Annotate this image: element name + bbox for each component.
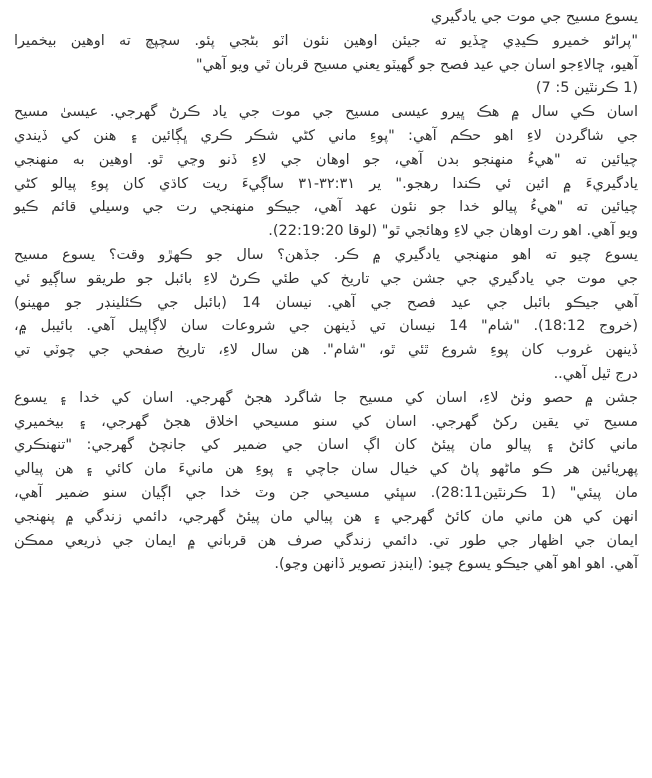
paragraph-line: جشن ۾ حصو وٺڻ لاءِ، اسان کي مسيح جا شاگرد هجڻ گهرجي. اسان کي خدا ۽ يسوع [14,389,638,406]
paragraph-line: ويو آهي. اهو رت اوهان جي لاءِ وهائجي ٿو" (لوقا 22:19:20). [268,223,638,240]
paragraph-line: ڏينهن غروب کان پوءِ شروع ٿئي ٿو، "شام". هن سال لاءِ، تاريخ صفحي جي چوٽي تي [14,342,638,359]
quote-block [14,30,638,101]
paragraph-line: (خروج 18:12). "شام" 14 نيسان تي ڏينهن جي شروعات سان لاڳاپيل آهي. بائيبل ۾، [14,318,639,335]
paragraph-line: مان پيئي" (1 ڪرنٿين28:11). سڀئي مسيحي جن وٽ خدا جي اڳيان سنو ضمير آهي، [14,484,638,501]
title-text: يسوع مسيح جي موت جي يادگيري [430,9,638,25]
document-title [14,6,638,30]
paragraph-line: انهن کي هن ماني مان کائڻ گهرجي ۽ هن پيالي مان پيئڻ گهرجي، دائمي زندگي ۾ پنهنجي [14,508,638,525]
paragraph-line: ماني کائڻ ۽ پيالو مان پيئڻ کان اڳ اسان جي ضمير کي جانچڻ گهرجي: "تنهنڪري [14,437,638,454]
paragraph-line: آهي جيڪو بائبل جي عيد فصح جي آهي. نيسان 14 (بائبل جي ڪئلينڊر جو مهينو) [14,294,638,311]
paragraph-line: جي موت جي يادگيري جي جشن جي تاريخ کي طئي ڪرڻ لاءِ بائبل جو طريقو ساڳيو ئي [14,270,638,287]
paragraph-line: مسيح تي يقين رکڻ گهرجي. اسان کي سنو مسيحي اخلاق هجڻ گهرجي، ۽ بيخميري [14,413,638,430]
paragraph-2 [14,244,638,387]
paragraph-line: درج ٿيل آهي.. [553,365,638,382]
paragraph-3 [14,387,638,577]
paragraph-1 [14,101,638,244]
paragraph-line: ايمان جي اظهار جي طور تي. دائمي زندگي صرف هن قرباني ۾ ايمان جي ذريعي ممڪن [14,532,638,549]
paragraph-line: آهي. اهو اهو آهي جيڪو يسوع چيو: (اينڊز تصوير ڏانهن وڃو). [274,556,638,573]
paragraph-line: يادگيريءَ ۾ ائين ئي ڪندا رهجو." ير ٣٢:٣١-٣١ ساڳيءَ ريت کاڌي کان پوءِ پيالو کڻي [14,175,638,192]
quote-line: "پراڻو خميرو ڪيڍي ڇڏيو ته جيئن اوهين نئون اٽو بڻجي پئو. سچپچ ته اوهين بيخميرا [14,32,638,49]
paragraph-line: چيائين ته "هيءُ پيالو خدا جو نئون عهد آهي، جيڪو منهنجي رت جي وسيلي قائم ڪيو [14,199,638,216]
paragraph-line: اسان ڪي سال ۾ هڪ ڀيرو عيسى مسيح جي موت جي ياد ڪرڻ گهرجي. عيسىٰ مسيح [14,104,638,121]
paragraph-line: يسوع چيو ته اهو منهنجي يادگيري ۾ ڪر. جڏهن؟ سال جو ڪهڙو وقت؟ يسوع مسيح [14,246,638,263]
paragraph-line: پهريائين هر ڪو ماڻهو پاڻ کي خيال سان جاچي ۽ پوءِ هن مانيءَ مان کائي ۽ هن پيالي [14,461,638,478]
paragraph-line: چيائين ته "هيءُ منهنجو بدن آهي، جو اوهان جي لاءِ ڏنو وڃي ٿو. اوهين به منهنجي [14,151,638,168]
quote-line: آهيو، ڇالاءِجو اسان جي عيد فصح جو گهيٽو يعني مسيح قربان ٿي ويو آهي" [195,56,638,73]
quote-reference: (1 ڪرنٿين 5: 7) [535,80,638,97]
paragraph-line: جي شاگردن لاءِ اهو حڪم آهي: "پوءِ ماني کڻي شڪر ڪري ڀڳائين ۽ هنن کي ڏيندي [14,127,638,144]
